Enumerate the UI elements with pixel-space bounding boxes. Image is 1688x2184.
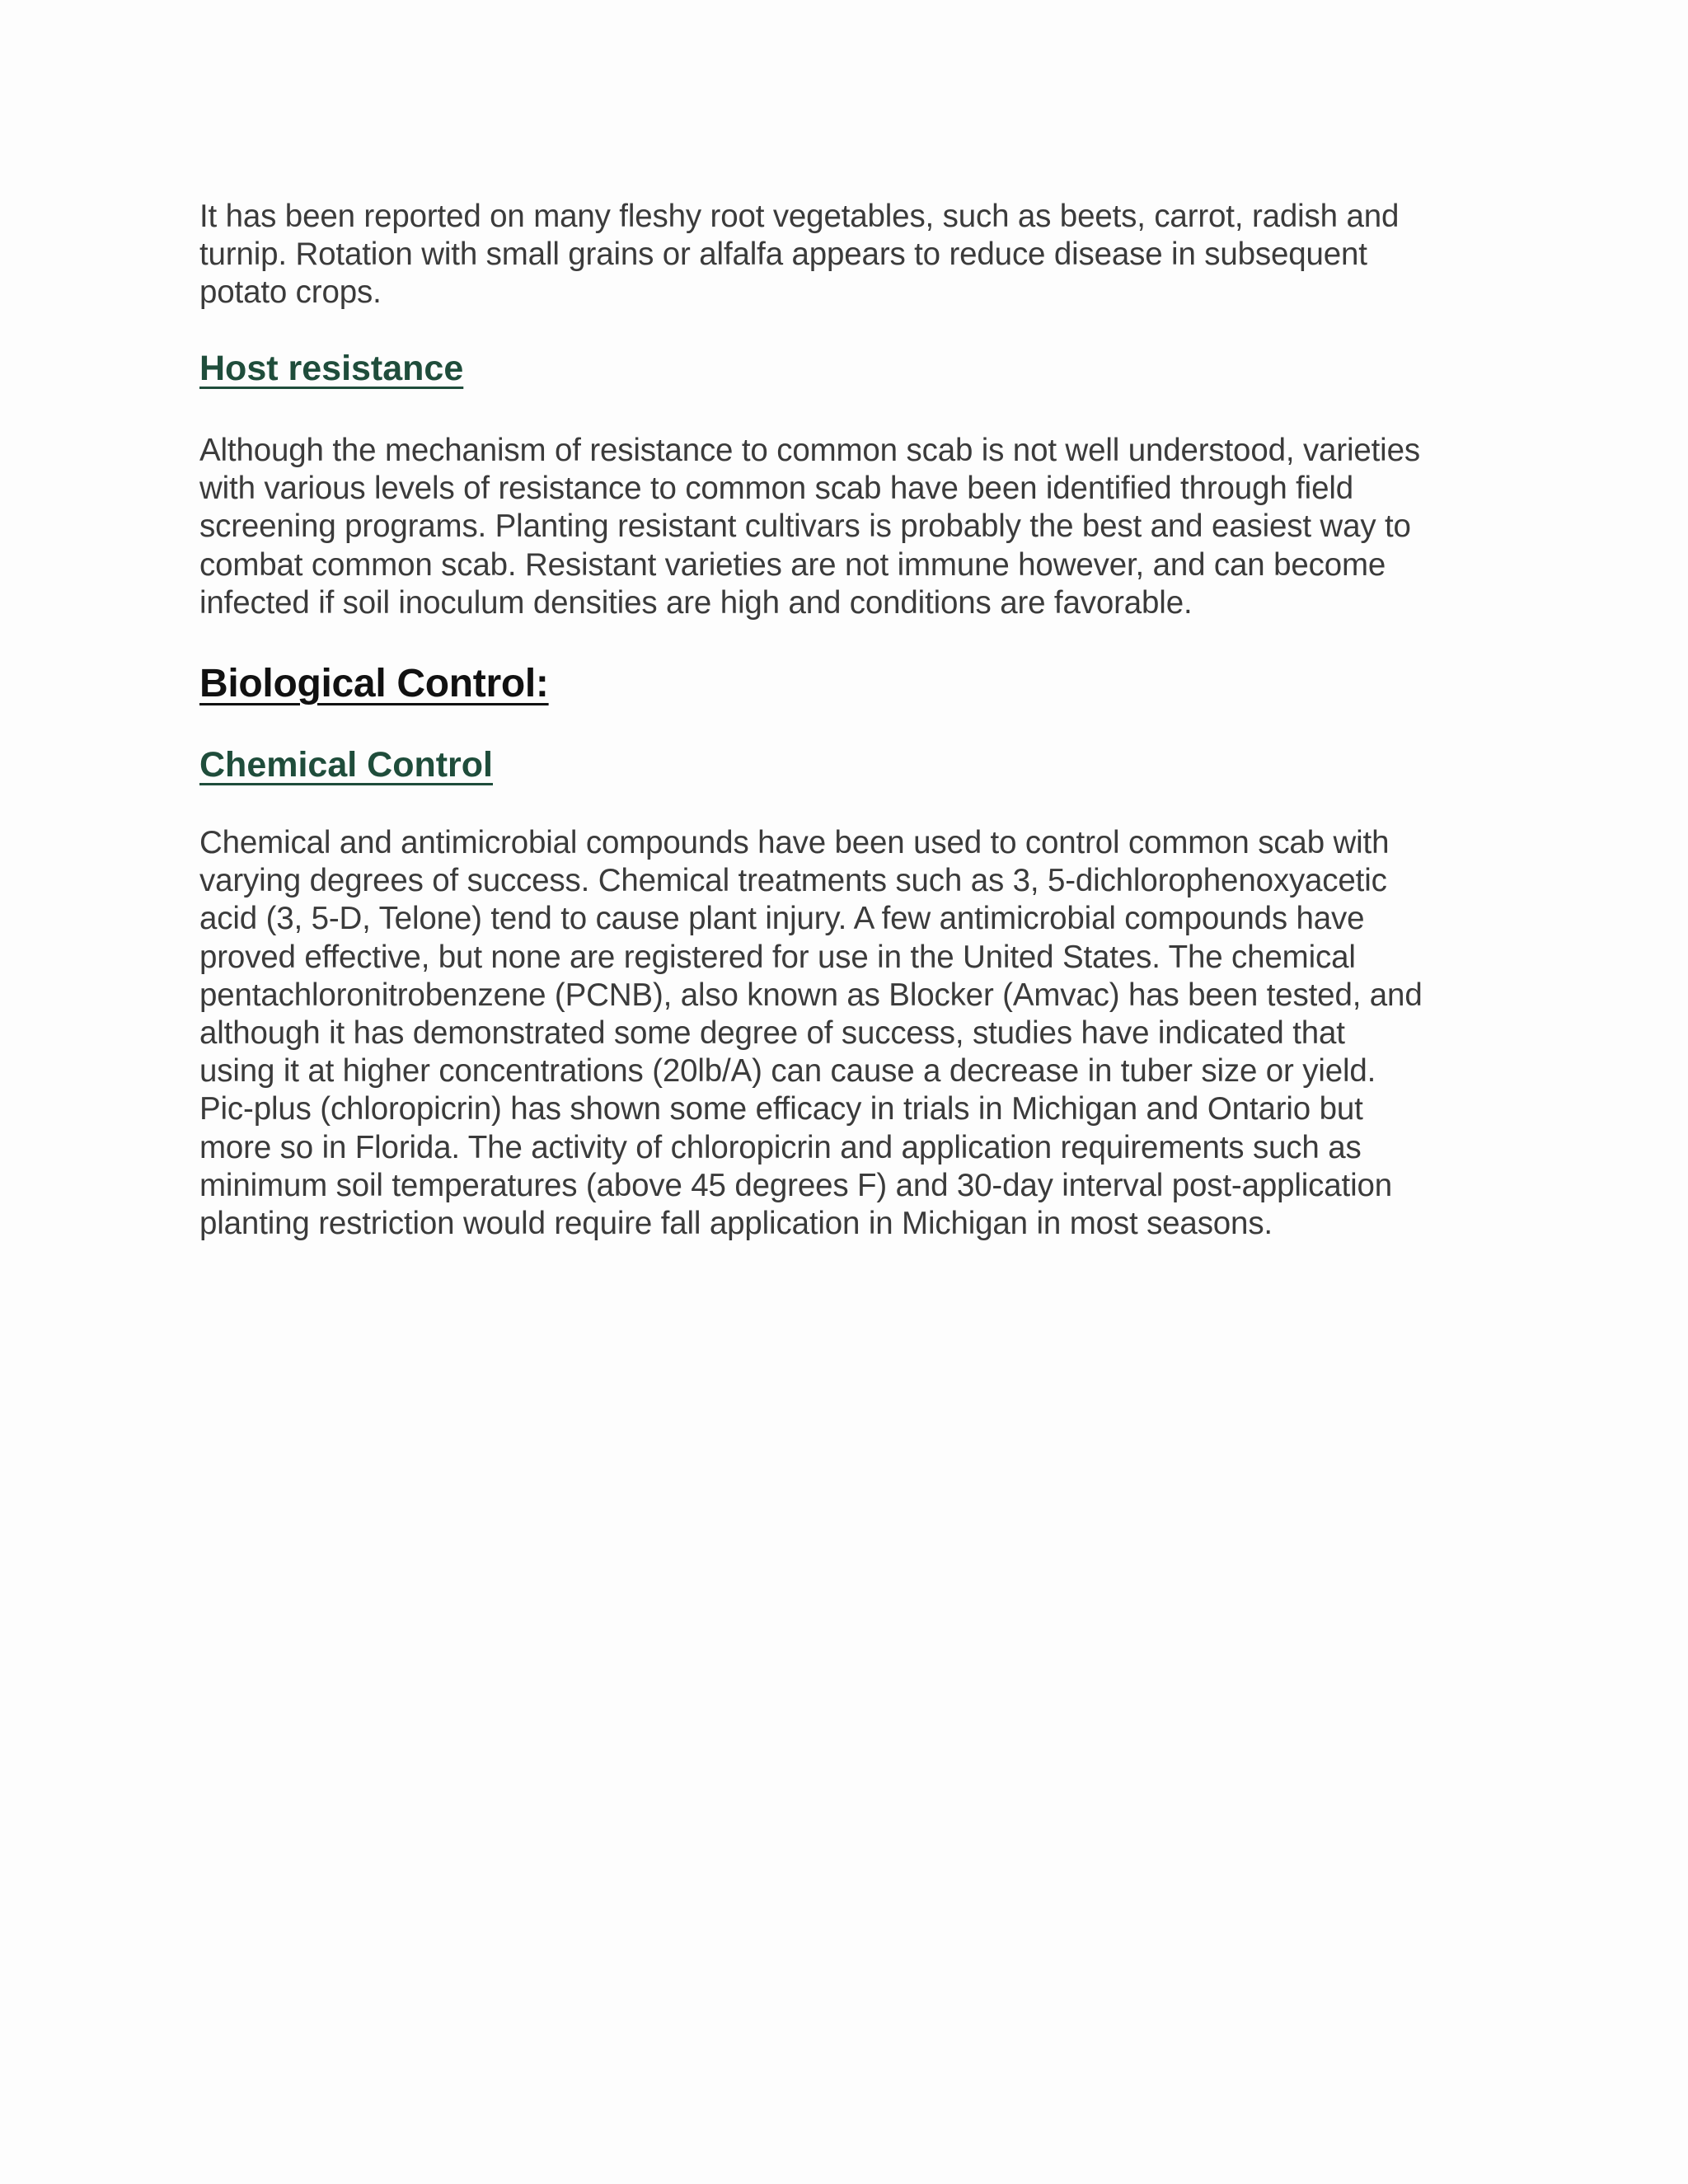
paragraph-line: pentachloronitrobenzene (PCNB), also known as Blocker (Amvac) has been tested, and: [199, 977, 1423, 1013]
chemical-control-heading-block: [199, 743, 493, 786]
paragraph-line: proved effective, but none are registered for use in the United States. The chemical: [199, 939, 1356, 975]
intro-paragraph: [199, 198, 1399, 312]
paragraph-line: using it at higher concentrations (20lb/A) can cause a decrease in tuber size or yield.: [199, 1053, 1376, 1090]
paragraph-line: infected if soil inoculum densities are high and conditions are favorable.: [199, 584, 1193, 621]
host-resistance-paragraph: [199, 432, 1420, 622]
paragraph-line: acid (3, 5-D, Telone) tend to cause plant injury. A few antimicrobial compounds have: [199, 901, 1365, 937]
paragraph-line: Pic-plus (chloropicrin) has shown some efficacy in trials in Michigan and Ontario but: [199, 1091, 1363, 1127]
chemical-control-paragraph: [199, 824, 1423, 1243]
paragraph-line: Chemical and antimicrobial compounds have been used to control common scab with: [199, 825, 1390, 860]
paragraph-line: planting restriction would require fall application in Michigan in most seasons.: [199, 1206, 1273, 1242]
paragraph-line: combat common scab. Resistant varieties are not immune however, and can become: [199, 546, 1386, 583]
paragraph-line: although it has demonstrated some degree of success, studies have indicated that: [199, 1015, 1345, 1052]
biological-control-heading: Biological Control:: [199, 662, 549, 705]
paragraph-line: minimum soil temperatures (above 45 degrees F) and 30-day interval post-application: [199, 1167, 1392, 1203]
host-resistance-heading-block: [199, 347, 463, 390]
chemical-control-heading: Chemical Control: [199, 745, 493, 785]
paragraph-line: with various levels of resistance to common scab have been identified through field: [199, 471, 1354, 507]
biological-control-heading-block: [199, 661, 549, 707]
paragraph-line: Although the mechanism of resistance to common scab is not well understood, varieties: [199, 433, 1420, 468]
host-resistance-heading: Host resistance: [199, 349, 464, 388]
paragraph-line: It has been reported on many fleshy root vegetables, such as beets, carrot, radish and: [199, 199, 1400, 234]
paragraph-line: potato crops.: [199, 274, 382, 311]
paragraph-line: varying degrees of success. Chemical treatments such as 3, 5-dichlorophenoxyacetic: [199, 863, 1387, 899]
paragraph-line: more so in Florida. The activity of chloropicrin and application requirements such as: [199, 1129, 1362, 1165]
paragraph-line: turnip. Rotation with small grains or alfalfa appears to reduce disease in subsequent: [199, 237, 1367, 273]
paragraph-line: screening programs. Planting resistant cultivars is probably the best and easiest way to: [199, 509, 1411, 545]
